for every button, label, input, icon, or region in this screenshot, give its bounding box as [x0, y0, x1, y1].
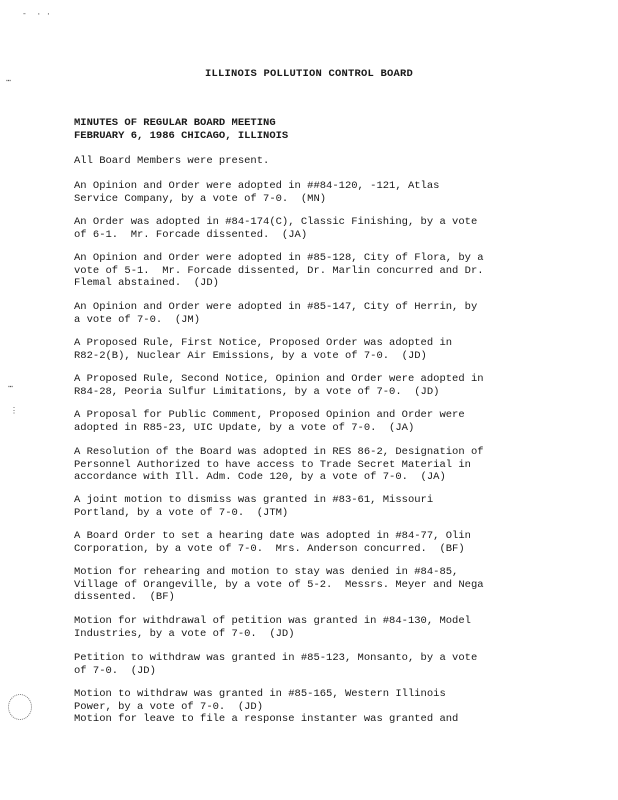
- minutes-item: A Proposal for Public Comment, Proposed Opinion and Order were adopted in R85-23, UIC Update, by a vote of 7-0. (JA): [74, 409, 465, 434]
- minutes-item: An Opinion and Order were adopted in #85-147, City of Herrin, by a vote of 7-0. (JM): [74, 301, 478, 326]
- minutes-item: A Resolution of the Board was adopted in RES 86-2, Designation of Personnel Authorized to have access to Trade Secret Material in accordance with Ill. Adm. Code 120, by a vote of 7-0. (JA): [74, 446, 484, 483]
- minutes-item: A Proposed Rule, First Notice, Proposed Order was adopted in R82-2(B), Nuclear Air Emissions, by a vote of 7-0. (JD): [74, 337, 453, 362]
- attendance-line: All Board Members were present.: [74, 155, 270, 167]
- minutes-item: Motion to withdraw was granted in #85-165, Western Illinois Power, by a vote of 7-0. (JD) Motion for leave to file a response instanter was granted and: [74, 688, 459, 725]
- scan-speck: - · ·: [22, 10, 51, 19]
- minutes-item: Petition to withdraw was granted in #85-123, Monsanto, by a vote of 7-0. (JD): [74, 652, 478, 677]
- punch-hole-mark: [8, 694, 32, 720]
- minutes-item: An Order was adopted in #84-174(C), Classic Finishing, by a vote of 6-1. Mr. Forcade dissented. (JA): [74, 216, 478, 241]
- minutes-item: An Opinion and Order were adopted in ##84-120, -121, Atlas Service Company, by a vote of 7-0. (MN): [74, 180, 440, 205]
- minutes-item: Motion for rehearing and motion to stay was denied in #84-85, Village of Orangeville, by a vote of 5-2. Messrs. Meyer and Nega dissented. (BF): [74, 566, 484, 603]
- minutes-item: Motion for withdrawal of petition was granted in #84-130, Model Industries, by a vote of 7-0. (JD): [74, 615, 471, 640]
- scan-speck: ⋮: [10, 407, 18, 416]
- meeting-title: MINUTES OF REGULAR BOARD MEETING: [74, 117, 276, 129]
- board-title: ILLINOIS POLLUTION CONTROL BOARD: [204, 68, 414, 80]
- minutes-item: A Proposed Rule, Second Notice, Opinion and Order were adopted in R84-28, Peoria Sulfur Limitations, by a vote of 7-0. (JD): [74, 373, 484, 398]
- minutes-item: A Board Order to set a hearing date was adopted in #84-77, Olin Corporation, by a vote of 7-0. Mrs. Anderson concurred. (BF): [74, 530, 471, 555]
- minutes-item: An Opinion and Order were adopted in #85-128, City of Flora, by a vote of 5-1. Mr. Forcade dissented, Dr. Marlin concurred and Dr. Flemal abstained. (JD): [74, 252, 484, 289]
- meeting-date: FEBRUARY 6, 1986 CHICAGO, ILLINOIS: [74, 130, 289, 142]
- minutes-item: A joint motion to dismiss was granted in #83-61, Missouri Portland, by a vote of 7-0. (JTM): [74, 494, 434, 519]
- scan-speck: ⋯: [6, 77, 11, 86]
- scan-speck: ⋯: [8, 383, 13, 392]
